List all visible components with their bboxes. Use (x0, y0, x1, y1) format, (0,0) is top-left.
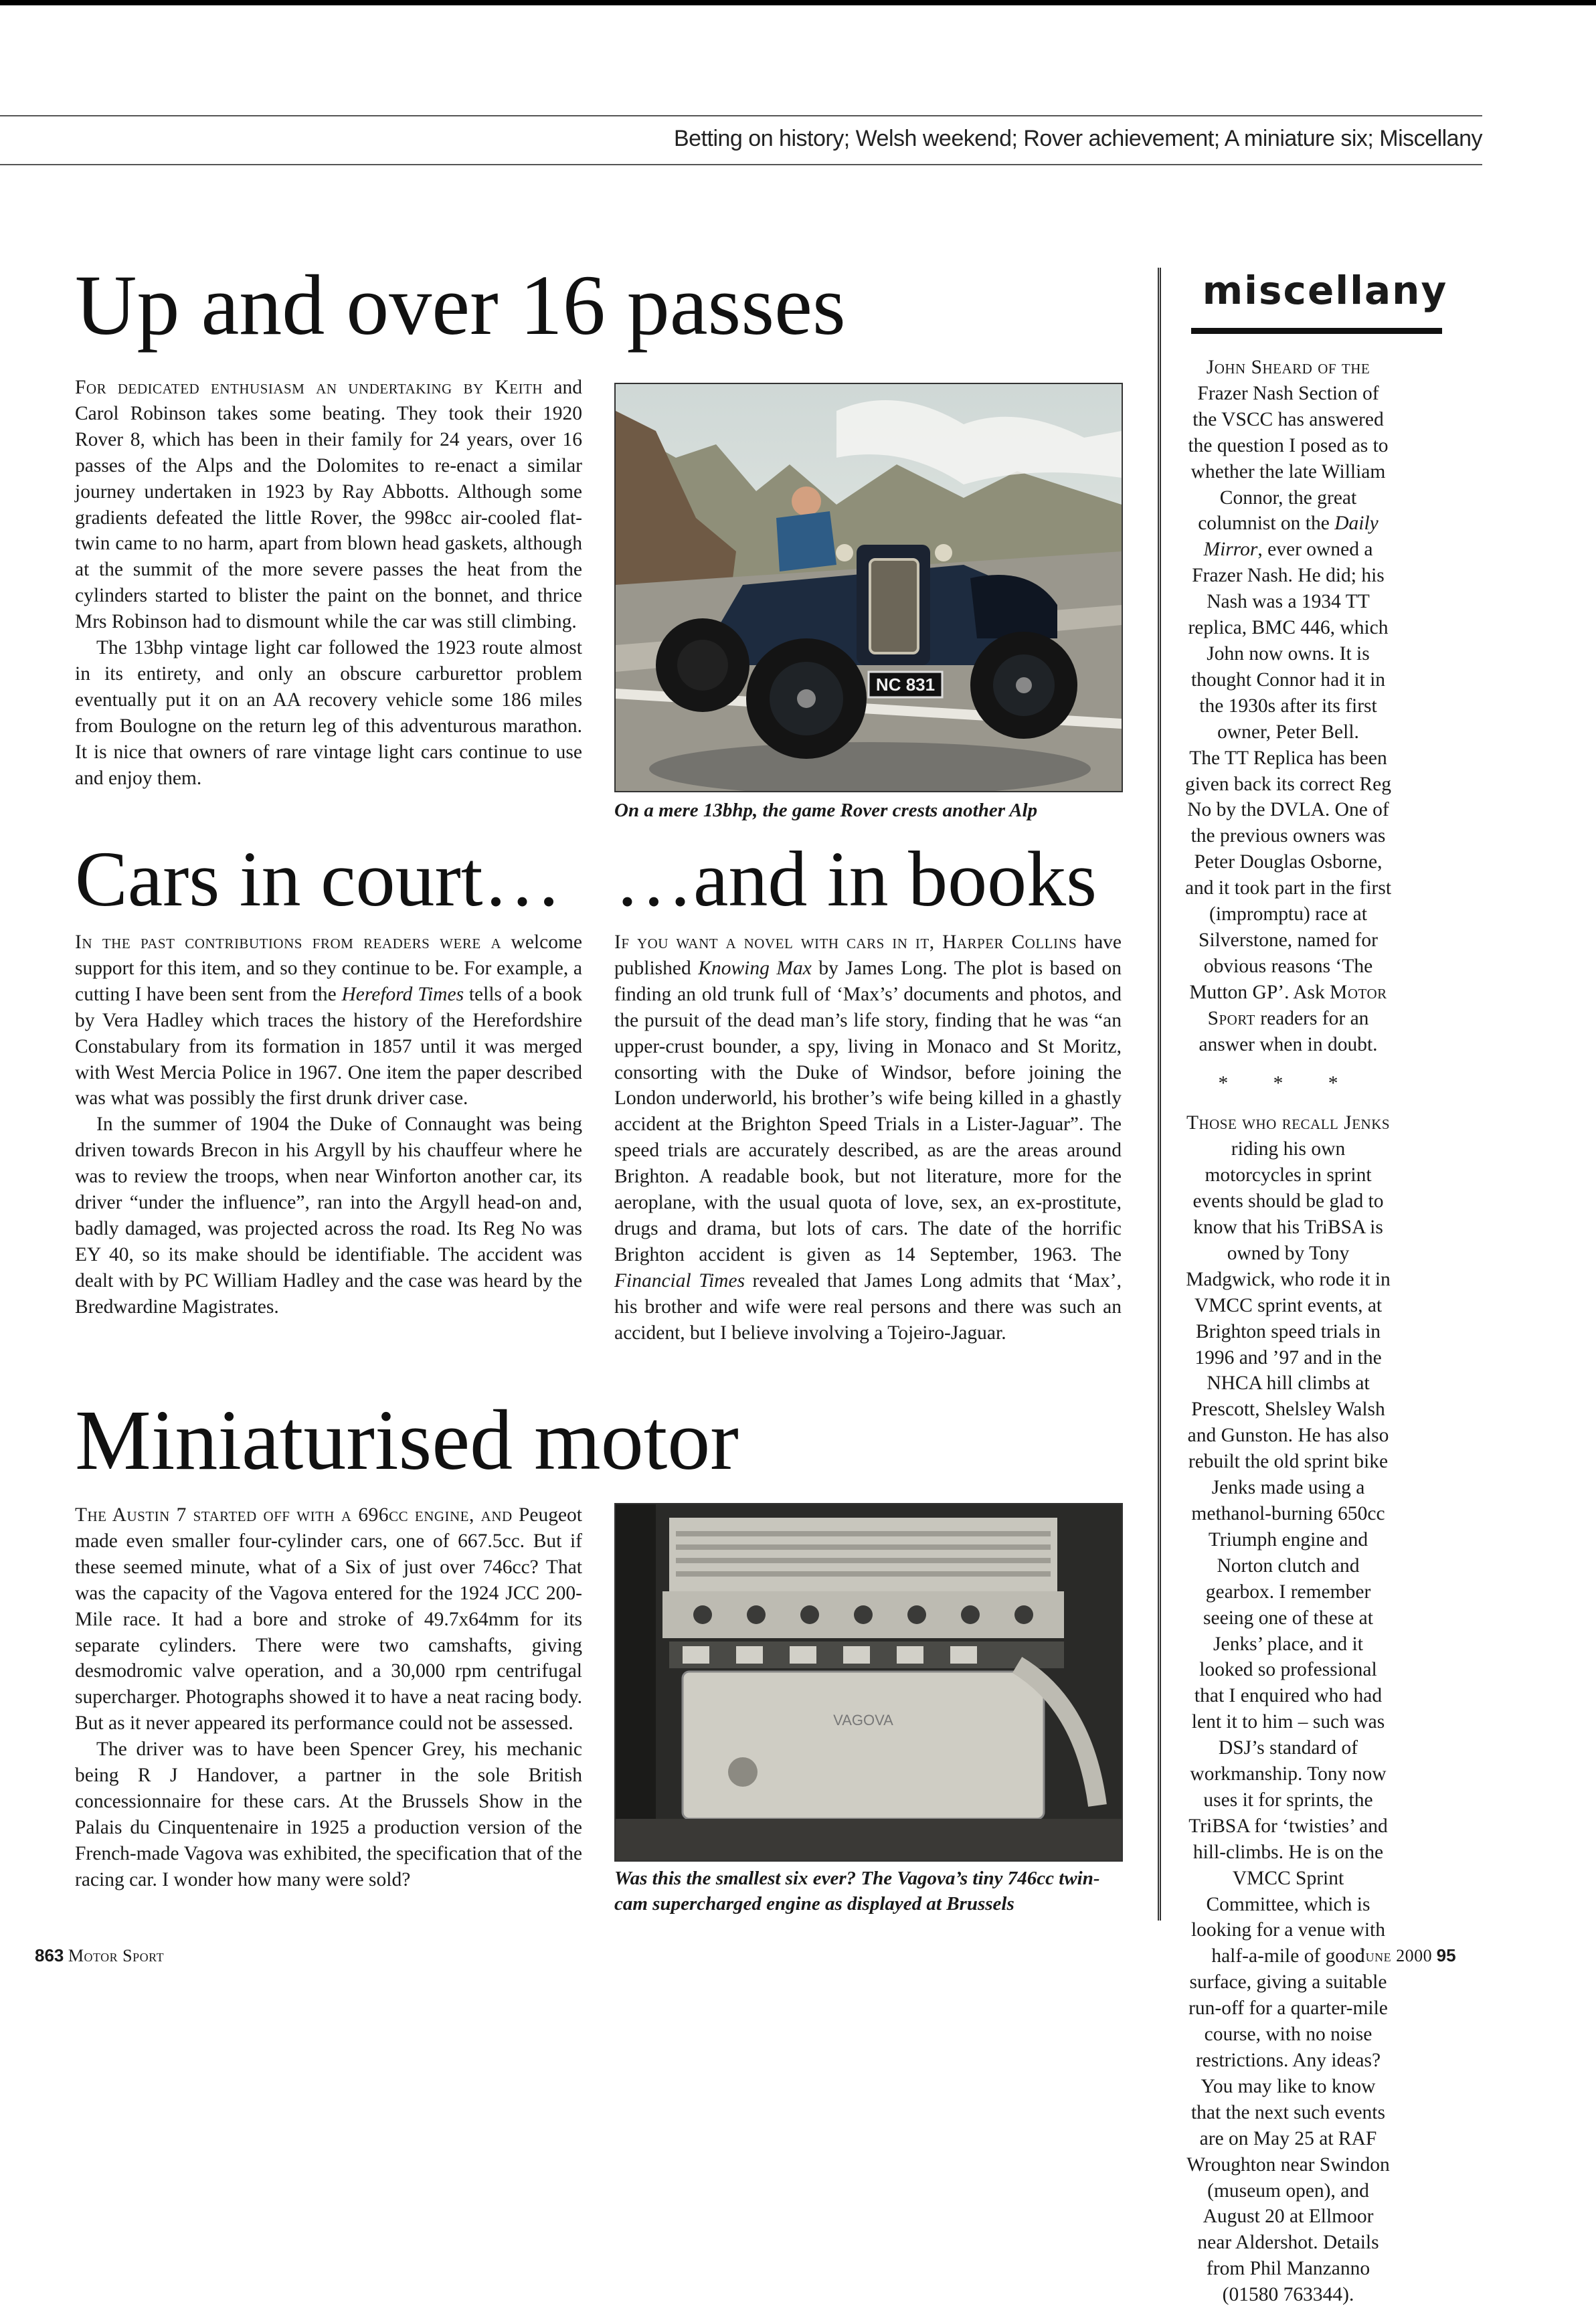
lead-in: The Austin 7 started off with a 696cc engine, and (75, 1504, 513, 1526)
footer-right (1358, 1945, 1456, 1966)
page-number-left: 863 (35, 1945, 64, 1965)
rover-alp-illustration (616, 384, 1122, 791)
page-number-right: 95 (1436, 1945, 1456, 1965)
issue-date: June 2000 (1358, 1946, 1433, 1965)
headline-and-in-books: …and in books (614, 835, 1097, 923)
article-cars-in-court-body: In the past contributions from readers were a welcome support for this item, and so they continue to be. For example, a cutting I have been sent from the Hereford Times tells of a book by Vera Hadley which traces the history of the Herefordshire Constabulary from its formation in 1857 until it was merged with West Mercia Police in 1967. One item the paper described was what was possibly the first drunk driver case. In the summer of 1904 the Duke of Connaught was being driven towards Brecon in his Argyll by his chauffeur where he was to review the troops, when near Winforton another car, its driver “under the influence”, ran into the Argyll head-on and, badly damaged, was projected across the road. Its Reg No was EY 40, so its make should be identifiable. The accident was dealt with by PC William Hadley and the case was heard by the Bredwardine Magistrates. (75, 931, 582, 1318)
engine-stamp: VAGOVA (833, 1712, 893, 1728)
photo-vagova-engine (614, 1503, 1123, 1862)
column-divider (1158, 268, 1161, 1921)
header-rule-top (0, 115, 1482, 116)
license-plate: NC 831 (875, 675, 936, 695)
top-border (0, 0, 1596, 5)
lead-in: In the past contributions from readers were a (75, 931, 502, 953)
lead-in: For dedicated enthusiasm an undertaking by Keith (75, 377, 543, 398)
article-up-and-over-body: For dedicated enthusiasm an undertaking by Keith and Carol Robinson takes some beating. They took their 1920 Rover 8, which has been in their family for 24 years, over 16 passes of the Alps and the Dolomites to re-enact a similar journey undertaken in 1923 by Ray Abbotts. Although some gradients defeated the little Rover, the 998cc air-cooled flat-twin came to no harm, apart from blown head gaskets, although at the summit of the more severe passes the heat from the cylinders started to blister the paint on the bonnet, and thrice Mrs Robinson had to dismount while the car was still climbing. The 13bhp vintage light car followed the 1923 route almost in its entirety, and only an obscure carburettor problem eventually put it on an AA recovery vehicle some 186 miles from Boulogne on the return leg of this adventurous marathon. It is nice that owners of rare vintage light cars continue to use and enjoy them. (75, 377, 582, 789)
lead-in: Those who recall Jenks (1186, 1112, 1391, 1134)
caption-rover-alp: On a mere 13bhp, the game Rover crests another Alp (614, 800, 1038, 821)
headline-cars-in-court: Cars in court… (75, 835, 562, 923)
magazine-name: Motor Sport (68, 1946, 165, 1965)
lead-in: John Sheard of the (1206, 357, 1370, 378)
article-and-in-books-body: If you want a novel with cars in it, Harper Collins have published Knowing Max by James Long. The plot is based on finding an old trunk full of ‘Max’s’ documents and photos, and the pursuit of the dead man’s life story, finding that he was “an upper-crust bounder, a spy, living in Monaco and St Moritz, consorting with the Duke of Windsor, before joining the London underworld, his brother’s wife being killed in a ghastly accident at the Brighton Speed Trials in a Lister-Jaguar”. The speed trials are accurately described, as are the areas around Brighton. A readable book, but not literature, more for the aeroplane, with the usual quota of love, sex, an ex-prostitute, drugs and drama, but lots of cars. The date of the horrific Brighton accident is given as 14 September, 1963. The Financial Times revealed that James Long admits that ‘Max’, his brother and wife were real persons and there was such an accident, but I believe involving a Tojeiro-Jaguar. (614, 931, 1122, 1344)
section-header: Betting on history; Welsh weekend; Rover achievement; A miniature six; Miscellany (673, 126, 1482, 151)
headline-up-and-over: Up and over 16 passes (75, 258, 846, 353)
photo-rover-alp (614, 383, 1123, 792)
footer-left (35, 1945, 164, 1966)
vagova-engine-illustration (616, 1504, 1122, 1860)
miscellany-title: miscellany (1202, 268, 1448, 313)
caption-vagova-engine: Was this the smallest six ever? The Vagova’s tiny 746cc twin-cam supercharged engine as displayed at Brussels (614, 1868, 1100, 1915)
miscellany-rule (1191, 328, 1442, 334)
headline-miniaturised-motor: Miniaturised motor (75, 1393, 739, 1488)
header-rule-bottom (0, 164, 1482, 165)
separator-stars: * * * (1218, 1073, 1358, 1095)
article-miniaturised-motor-body: The Austin 7 started off with a 696cc engine, and Peugeot made even smaller four-cylinder cars, one of 667.5cc. But if these seemed minute, what of a Six of just over 746cc? That was the capacity of the Vagova entered for the 1924 JCC 200-Mile race. It had a bore and stroke of 49.7x64mm for its separate cylinders. There were two camshafts, giving desmodromic valve operation, and a 30,000 rpm centrifugal supercharger. Photographs showed it to have a neat racing body. But as it never appeared its performance could not be assessed. The driver was to have been Spencer Grey, his mechanic being R J Handover, a partner in the sole British concessionnaire for these cars. At the Brussels Show in the Palais du Cinquentenaire in 1925 a production version of the French-made Vagova was exhibited, the specification that of the racing car. I wonder how many were sold? (75, 1504, 583, 1890)
lead-in: If you want a novel with cars in it, Harper Collins (614, 931, 1077, 953)
miscellany-body: John Sheard of the Frazer Nash Section of the VSCC has answered the question I posed as to whether the late William Connor, the great columnist on the Daily Mirror, ever owned a Frazer Nash. He did; his Nash was a 1934 TT replica, BMC 446, which John now owns. It is thought Connor had it in the 1930s after its first owner, Peter Bell. The TT Replica has been given back its correct Reg No by the DVLA. One of the previous owners was Peter Douglas Osborne, and it took part in the first (impromptu) race at Silverstone, named for obvious reasons ‘The Mutton GP’. Ask Motor Sport readers for an answer when in doubt. * * * Those who recall Jenks riding his own motorcycles in sprint events should be glad to know that his TriBSA is owned by Tony Madgwick, who rode it in VMCC sprint events, at Brighton speed trials in 1996 and ’97 and in the NHCA hill climbs at Prescott, Shelsley Walsh and Gunston. He has also rebuilt the old sprint bike Jenks made using a methanol-burning 650cc Triumph engine and Norton clutch and gearbox. I remember seeing one of these at Jenks’ place, and it looked so professional that I enquired who had lent it to him – such was DSJ’s standard of workmanship. Tony now uses it for sprints, the TriBSA for ‘twisties’ and hill-climbs. He is on the VMCC Sprint Committee, which is looking for a venue with half-a-mile of good surface, giving a suitable run-off for a quarter-mile course, with no noise restrictions. Any ideas? You may like to know that the next such events are on May 25 at RAF Wroughton near Swindon (museum open), and August 20 at Ellmoor near Aldershot. Details from Phil Manzanno (01580 763344). (1184, 357, 1392, 2306)
